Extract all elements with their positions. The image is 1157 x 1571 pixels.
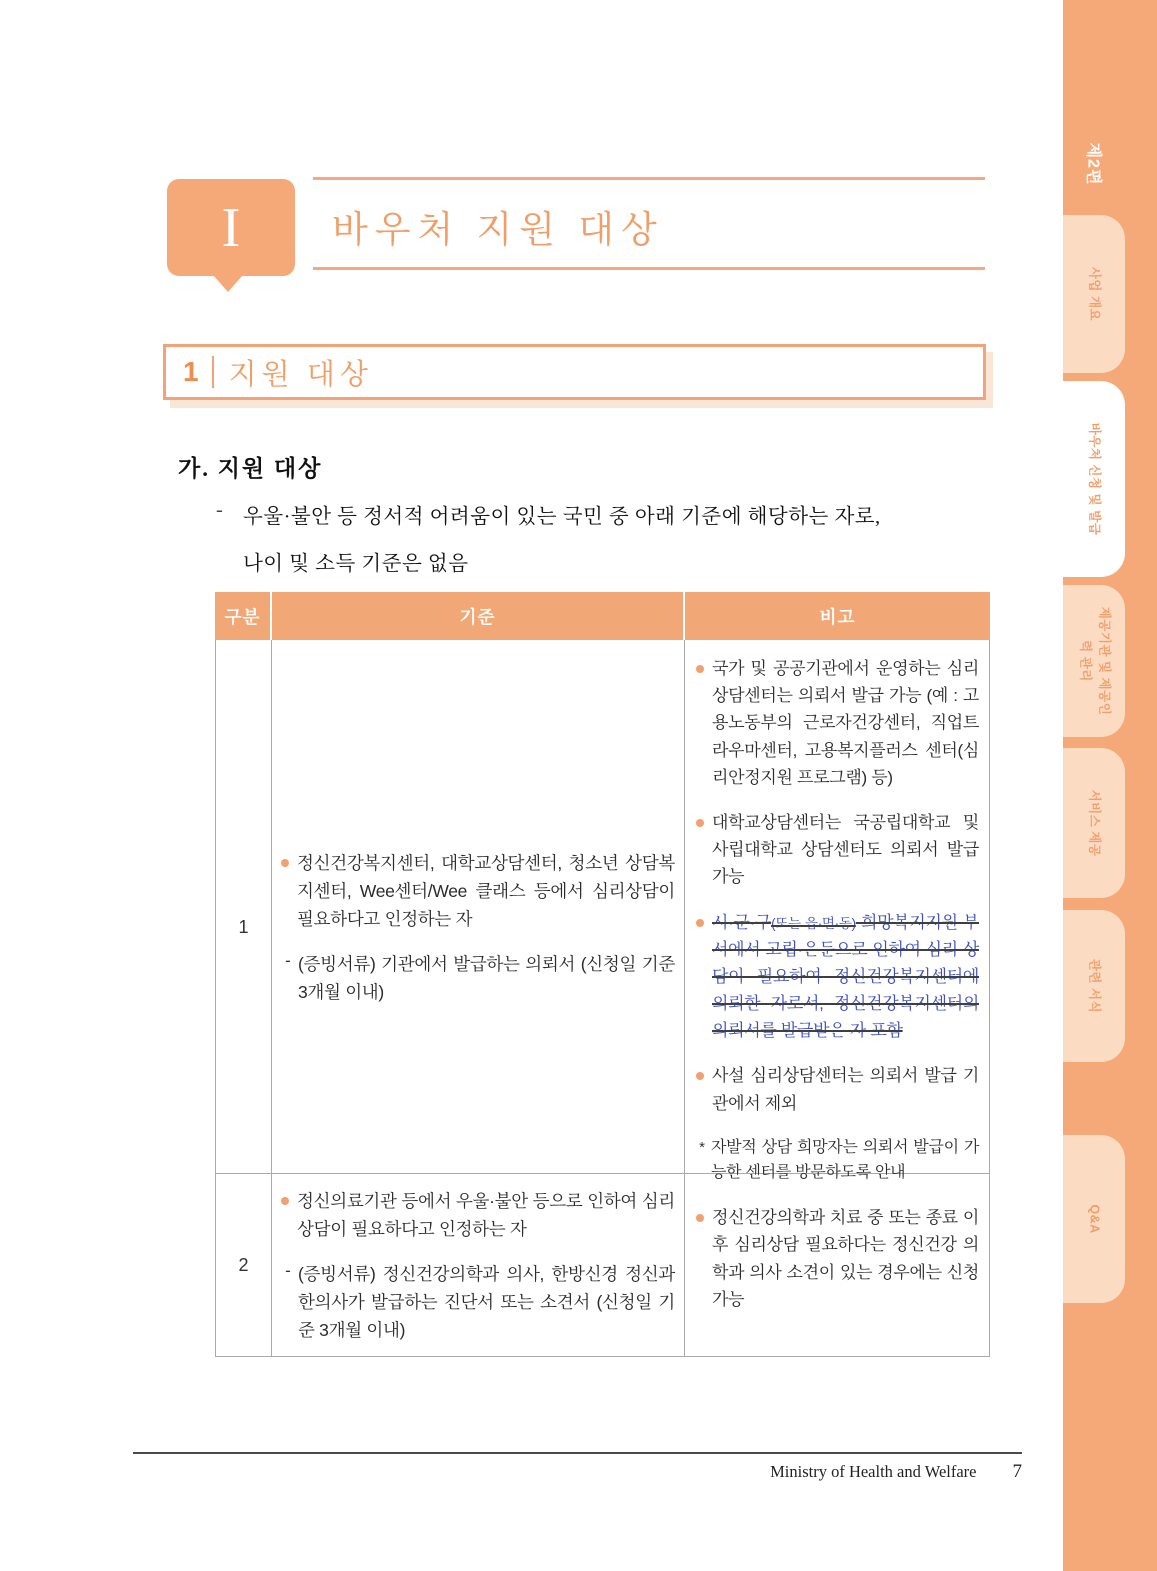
footer-rule <box>133 1452 1022 1454</box>
dash-marker: - <box>285 950 291 970</box>
section-divider <box>212 356 214 388</box>
sidebar-tab-label: 서비스 제공 <box>1087 789 1102 857</box>
sidebar-tab-label: 제공기관 및 제공인력 관리 <box>1078 606 1112 716</box>
col-header-category: 구분 <box>215 592 272 640</box>
row-label: 1 <box>216 640 272 1214</box>
bullet-dot-icon <box>281 859 289 867</box>
sidebar-tab-service-provision[interactable] <box>1063 748 1125 898</box>
sidebar-tab-label: 사업 개요 <box>1087 266 1102 322</box>
strike-body: 희망복지지원 부서에서 고립·은둔으로 인하여 심리 상담이 필요하여 정신건강복지센터에 의뢰한 자로서, 정신건강복지센터의 의뢰서를 발급받은 자 포함 <box>712 912 979 1041</box>
note-text: 정신건강의학과 치료 중 또는 종료 이후 심리상담 필요하다는 정신건강 의학과 의사 소견이 있는 경우에는 신청 가능 <box>712 1208 979 1309</box>
asterisk-marker: * <box>699 1138 705 1156</box>
col-header-note: 비고 <box>819 606 856 627</box>
chapter-title: 바우처 지원 대상 <box>332 210 664 251</box>
sidebar-tab-label: 바우처 신청 및 발급 <box>1087 422 1102 536</box>
table-row <box>216 640 989 1182</box>
sidebar-tab-label: 관련 서식 <box>1087 958 1102 1014</box>
criteria-cell <box>272 640 685 1214</box>
note-text: 사설 심리상담센터는 의뢰서 발급 기관에서 제외 <box>712 1066 979 1113</box>
bullet-dot-icon <box>281 1197 289 1205</box>
strike-paren: (또는 읍·면·동) <box>771 915 856 931</box>
criteria-text: (증빙서류) 기관에서 발급하는 의뢰서 (신청일 기준 3개월 이내) <box>298 953 675 1002</box>
sidebar-tab-label: Q&A <box>1087 1204 1102 1234</box>
sidebar-tab-related-forms[interactable] <box>1063 910 1125 1062</box>
note-text: 대학교상담센터는 국공립대학교 및 사립대학교 상담센터도 의뢰서 발급 가능 <box>712 812 979 887</box>
intro-line-1: 우울·불안 등 정서적 어려움이 있는 국민 중 아래 기준에 해당하는 자로, <box>243 506 881 528</box>
subsection-heading: 가. 지원 대상 <box>178 456 323 481</box>
intro-paragraph <box>216 499 1016 593</box>
note-cell <box>685 1174 989 1356</box>
bullet-dot-icon <box>696 1214 704 1222</box>
criteria-text: (증빙서류) 정신건강의학과 의사, 한방신경 정신과 한의사가 발급하는 진단서 또는 소견서 (신청일 기준 3개월 이내) <box>298 1263 675 1340</box>
table-row <box>216 1174 989 1356</box>
note-cell <box>685 640 989 1214</box>
bullet-dot-icon <box>696 1072 704 1080</box>
edition-label: 제2편 <box>1084 142 1102 186</box>
row-label: 2 <box>216 1174 272 1356</box>
strike-prefix: 시·군·구 <box>712 912 772 932</box>
list-item <box>693 1204 979 1313</box>
chapter-tab-sidebar <box>1063 0 1157 1571</box>
list-item <box>693 809 979 891</box>
list-item-strikethrough <box>693 909 979 1045</box>
footer-publisher: Ministry of Health and Welfare <box>770 1462 977 1481</box>
section-title: 지원 대상 <box>228 358 373 391</box>
section-number: 1 <box>183 356 199 387</box>
eligibility-table <box>215 592 990 1357</box>
criteria-text: 정신건강복지센터, 대학교상담센터, 청소년 상담복지센터, Wee센터/Wee 클래스 등에서 심리상담이 필요하다고 인정하는 자 <box>297 852 675 929</box>
intro-dash-marker: - <box>216 499 223 521</box>
table-header-row <box>215 592 990 640</box>
criteria-cell <box>272 1174 685 1356</box>
sidebar-tab-voucher-application[interactable] <box>1063 381 1125 577</box>
col-header-criteria: 기준 <box>272 592 685 640</box>
list-item <box>278 950 675 1006</box>
chapter-rule-top <box>313 177 985 180</box>
bullet-dot-icon <box>696 665 704 673</box>
sidebar-tab-qna[interactable] <box>1063 1135 1125 1303</box>
sidebar-tab-business-overview[interactable] <box>1063 215 1125 373</box>
edition-label-wrap <box>1063 118 1127 210</box>
chapter-marker-badge <box>167 179 295 276</box>
list-item <box>278 1260 675 1344</box>
note-text-strikethrough <box>712 909 979 1045</box>
chapter-rule-bottom <box>313 267 985 270</box>
criteria-text: 정신의료기관 등에서 우울·불안 등으로 인하여 심리상담이 필요하다고 인정하는 자 <box>297 1190 675 1239</box>
dash-marker: - <box>285 1260 291 1280</box>
list-item <box>693 1062 979 1116</box>
bullet-dot-icon <box>696 919 704 927</box>
footnote-text: 자발적 상담 희망자는 의뢰서 발급이 가능한 센터를 방문하도록 안내 <box>711 1138 979 1182</box>
chapter-marker: I <box>221 196 241 259</box>
section-heading-box <box>163 344 986 400</box>
footer-page-number: 7 <box>1012 1461 1022 1482</box>
footer <box>133 1461 1022 1483</box>
bullet-dot-icon <box>696 819 704 827</box>
intro-line-2: 나이 및 소득 기준은 없음 <box>243 553 469 575</box>
list-item <box>693 655 979 791</box>
note-text: 국가 및 공공기관에서 운영하는 심리상담센터는 의뢰서 발급 가능 (예 : 고용노동부의 근로자건강센터, 직업트라우마센터, 고용복지플러스 센터(심리안정지원 프로그램) 등) <box>712 659 979 787</box>
list-item <box>278 1187 675 1243</box>
list-item <box>278 849 675 933</box>
sidebar-tab-provider-management[interactable] <box>1063 585 1125 737</box>
